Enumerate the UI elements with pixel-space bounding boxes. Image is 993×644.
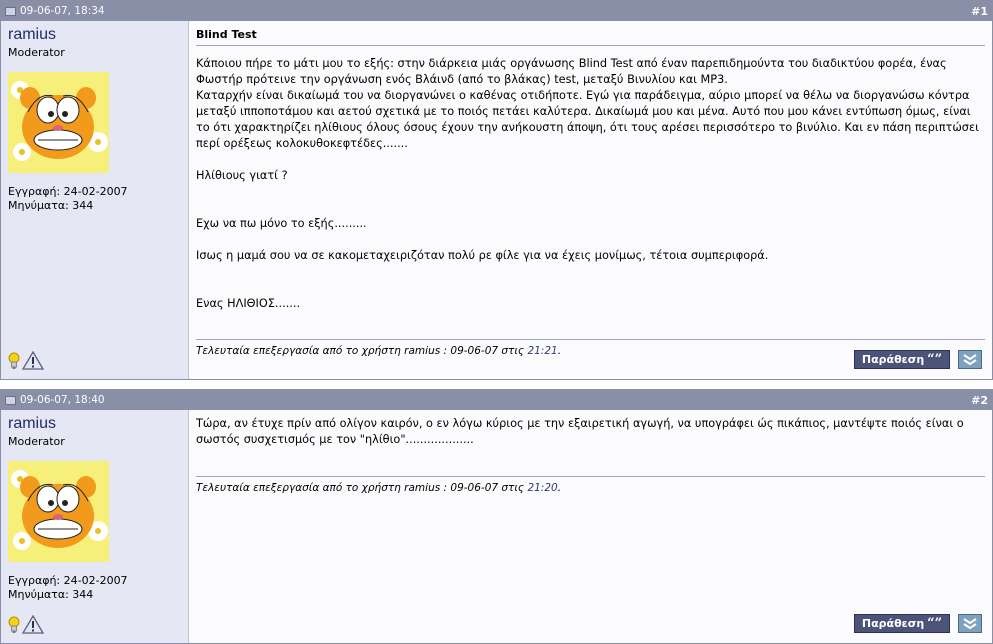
post-count: Μηνύματα: 344	[8, 199, 94, 212]
multiquote-button[interactable]	[958, 614, 982, 633]
edit-note-end: .	[557, 482, 562, 494]
post-message	[196, 56, 982, 312]
edit-note	[196, 345, 561, 357]
double-chevron-down-icon	[962, 353, 978, 367]
post-message	[196, 416, 982, 448]
post-number-link[interactable]: #1	[971, 4, 988, 18]
lightbulb-icon	[8, 352, 20, 373]
edit-note-text: Τελευταία επεξεργασία από το χρήστη ramius : 09-06-07 στις	[196, 482, 528, 494]
user-stats	[8, 574, 128, 602]
post-number-link[interactable]: #2	[971, 393, 988, 407]
username-link[interactable]: ramius	[8, 415, 57, 432]
quote-marks-icon: “”	[927, 615, 943, 631]
post-title: Blind Test	[196, 28, 257, 41]
multiquote-button[interactable]	[958, 350, 982, 369]
quote-button-label: Παράθεση	[861, 353, 925, 366]
edit-time: 21:20	[527, 482, 558, 494]
post-status-icon	[5, 7, 16, 16]
post-date: 09-06-07, 18:40	[20, 394, 105, 406]
message-paragraph: Κάποιου πήρε το μάτι μου το εξής: στην διάρκεια μιάς οργάνωσης Blind Test από έναν παρεπιδημούντα του διαδικτύου φορέα, ένας Φωστήρ πρότεινε την οργάνωση ενός Βλάινδ (από το βλάκας) test, μεταξύ Βινυλίου και MP3.	[196, 57, 947, 86]
post-2	[0, 389, 993, 644]
report-warning-icon[interactable]	[22, 351, 44, 373]
message-paragraph: Ενας ΗΛΙΘΙΟΣ.......	[196, 297, 301, 310]
username-link[interactable]: ramius	[8, 26, 57, 43]
message-paragraph: Καταρχήν είναι δικαίωμά του να διοργανώνει ο καθένας οτιδήποτε. Εγώ για παράδειγμα, αύριο μπορεί να θέλω να διοργανώσω κόντρα μεταξύ ιπποποτάμου και αετού σχετικά με το ποιός πετάει καλύτερα. Δικαίωμά μου και μένα. Αυτό που μου κάνει εντύπωση όμως, είναι το ότι χαρακτηρίζει ηλίθιους όλους όσους έχουν την ανήκουστη άποψη, ότι τους αρέσει περισσότερο το βινύλιο. Και εν πάση περιπτώσει περί ορέξεως κολοκυθοκεφτέδες.......	[196, 89, 979, 150]
message-paragraph: Εχω να πω μόνο το εξής.........	[196, 217, 367, 230]
post-date: 09-06-07, 18:34	[20, 5, 105, 17]
avatar[interactable]	[8, 72, 109, 173]
quote-button[interactable]	[854, 614, 950, 633]
title-divider	[196, 45, 985, 46]
lightbulb-icon	[8, 616, 20, 637]
message-paragraph: Ηλίθιους γιατί ?	[196, 169, 288, 182]
edit-time: 21:21	[527, 345, 558, 357]
quote-marks-icon: “”	[927, 351, 943, 367]
post-header	[1, 390, 992, 410]
edit-note	[196, 482, 561, 494]
post-status-icon	[5, 396, 16, 405]
edit-divider	[196, 339, 985, 340]
message-paragraph: Τώρα, αν έτυχε πρίν από ολίγον καιρόν, ο εν λόγω κύριος με την εξαιρετική αγωγή, να υπογράφει ώς πικάπιος, μαντέψτε ποιός είναι ο σωστός συσχετισμός με τον "ηλίθιο"...................	[196, 417, 964, 446]
edit-note-end: .	[557, 345, 562, 357]
user-stats	[8, 185, 128, 213]
avatar[interactable]	[8, 461, 109, 562]
user-title: Moderator	[8, 435, 65, 448]
user-title: Moderator	[8, 46, 65, 59]
garfield-avatar-image	[8, 461, 109, 562]
message-paragraph: Ισως η μαμά σου να σε κακομεταχειριζόταν πολύ ρε φίλε για να έχεις μονίμως, τέτοια συμπεριφορά.	[196, 249, 769, 262]
edit-divider	[196, 476, 985, 477]
double-chevron-down-icon	[962, 617, 978, 631]
user-info-panel	[1, 21, 189, 379]
report-warning-icon[interactable]	[22, 615, 44, 637]
user-info-panel	[1, 410, 189, 643]
garfield-avatar-image	[8, 72, 109, 173]
post-count: Μηνύματα: 344	[8, 588, 94, 601]
post-content	[189, 410, 992, 643]
quote-button-label: Παράθεση	[861, 617, 925, 630]
post-content	[189, 21, 992, 379]
post-header	[1, 1, 992, 21]
quote-button[interactable]	[854, 350, 950, 369]
edit-note-text: Τελευταία επεξεργασία από το χρήστη ramius : 09-06-07 στις	[196, 345, 528, 357]
join-date: Εγγραφή: 24-02-2007	[8, 185, 128, 198]
join-date: Εγγραφή: 24-02-2007	[8, 574, 128, 587]
